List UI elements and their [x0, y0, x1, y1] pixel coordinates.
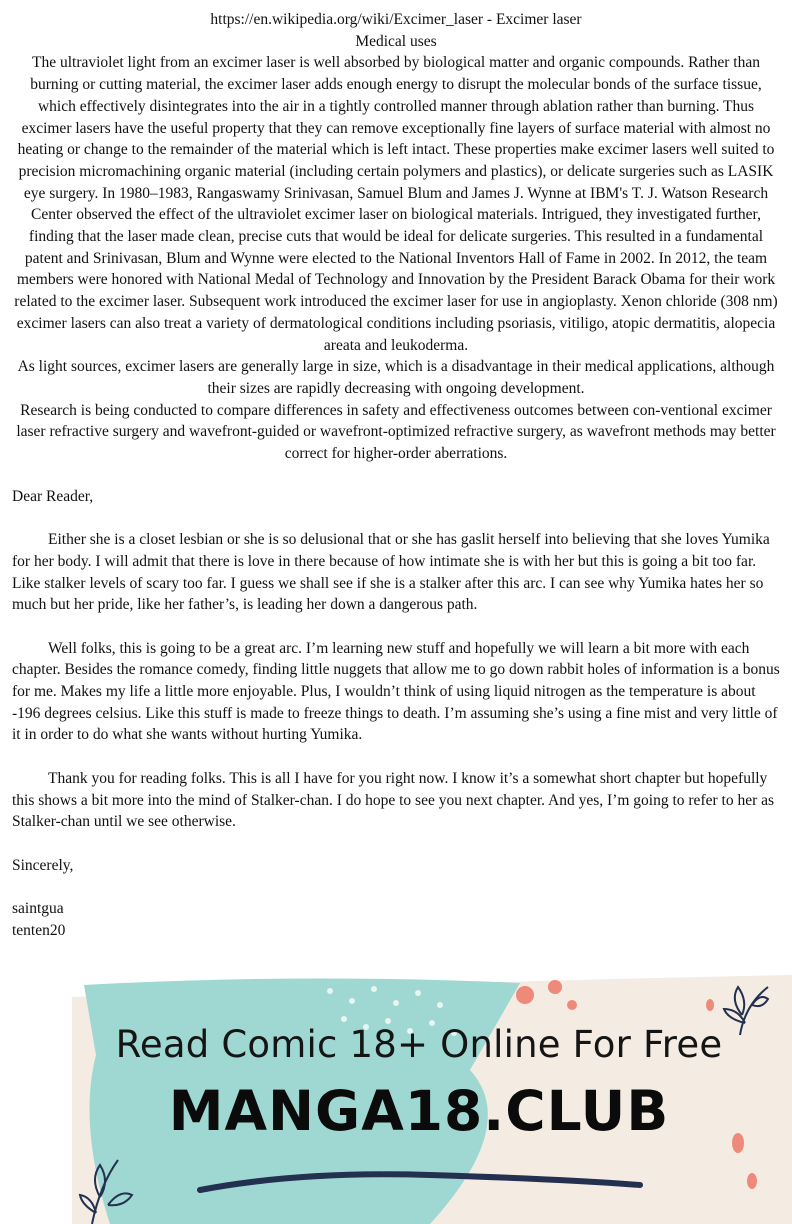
- letter-section: [12, 486, 780, 942]
- letter-greeting: Dear Reader,: [12, 487, 94, 505]
- banner-brand[interactable]: MANGA18.CLUB: [168, 1079, 670, 1143]
- signature-line: tenten20: [12, 921, 66, 939]
- letter-paragraph: Thank you for reading folks. This is all I have for you right now. I know it’s a somewhat short chapter but hopefully this shows a bit more into the mind of Stalker-chan. I do hope to see you next chapter. And yes, I’m going to refer to her as Stalker-chan until we see otherwise.: [12, 769, 775, 831]
- letter-paragraph: Well folks, this is going to be a great arc. I’m learning new stuff and hopefully we will learn a bit more with each chapter. Besides the romance comedy, finding little nuggets that allow me to go down rabbit holes of information is a bonus for me. Makes my life a little more enjoyable. Plus, I wouldn’t think of using liquid nitrogen as the temperature is about -196 degrees celsius. Like this stuff is made to freeze things to death. I’m assuming she’s using a fine mist and very little of it in order to do what she wants without hurting Yumika.: [12, 639, 780, 744]
- article-paragraph: The ultraviolet light from an excimer laser is well absorbed by biological matter and organic compounds. Rather than burning or cutting material, the excimer laser adds enough energy to disrupt the molecular bonds of the surface tissue, which effectively disintegrates into the air in a tightly controlled manner through ablation rather than burning. Thus excimer lasers have the useful property that they can remove exceptionally fine layers of surface material with almost no heating or change to the remainder of the material which is left intact. These properties make excimer lasers well suited to precision micromachining organic material (including certain polymers and plastics), or delicate surgeries such as LASIK eye surgery. In 1980–1983, Rangaswamy Srinivasan, Samuel Blum and James J. Wynne at IBM's T. J. Watson Research Center observed the effect of the ultraviolet excimer laser on biological materials. Intrigued, they investigated further, finding that the laser made clean, precise cuts that would be ideal for delicate surgeries. This resulted in a fundamental patent and Srinivasan, Blum and Wynne were elected to the National Inventors Hall of Fame in 2002. In 2012, the team members were honored with National Medal of Technology and Innovation by the President Barack Obama for their work related to the excimer laser. Subsequent work introduced the excimer laser for use in angioplasty. Xenon chloride (308 nm) excimer lasers can also treat a variety of dermatological conditions including psoriasis, vitiligo, atopic dermatitis, alopecia areata and leukoderma.: [14, 54, 778, 354]
- article-section: [12, 9, 780, 465]
- letter-paragraph: Either she is a closet lesbian or she is so delusional that or she has gaslit herself into believing that she loves Yumika for her body. I will admit that there is love in there because of how intimate she is with her but this is going a bit too far. Like stalker levels of scary too far. I guess we shall see if she is a stalker after this arc. I can see why Yumika hates her so much but her pride, like her father’s, is leading her down a dangerous path.: [12, 531, 770, 614]
- article-paragraph: As light sources, excimer lasers are generally large in size, which is a disadvantage in their medical applications, although their sizes are rapidly decreasing with ongoing development.: [17, 358, 775, 397]
- letter-closing: Sincerely,: [12, 856, 74, 874]
- banner-title[interactable]: Read Comic 18+ Online For Free: [115, 1023, 723, 1066]
- signature-line: saintgua: [12, 900, 64, 918]
- article-paragraph: Research is being conducted to compare differences in safety and effectiveness outcomes between con-ventional excimer laser refractive surgery and wavefront-guided or wavefront-optimized refractive surgery, as wavefront methods may better correct for higher-order aberrations.: [16, 401, 776, 463]
- source-line: https://en.wikipedia.org/wiki/Excimer_laser - Excimer laser: [210, 11, 582, 28]
- promo-banner[interactable]: [0, 975, 792, 1224]
- document: [12, 9, 780, 941]
- section-heading: Medical uses: [355, 32, 437, 50]
